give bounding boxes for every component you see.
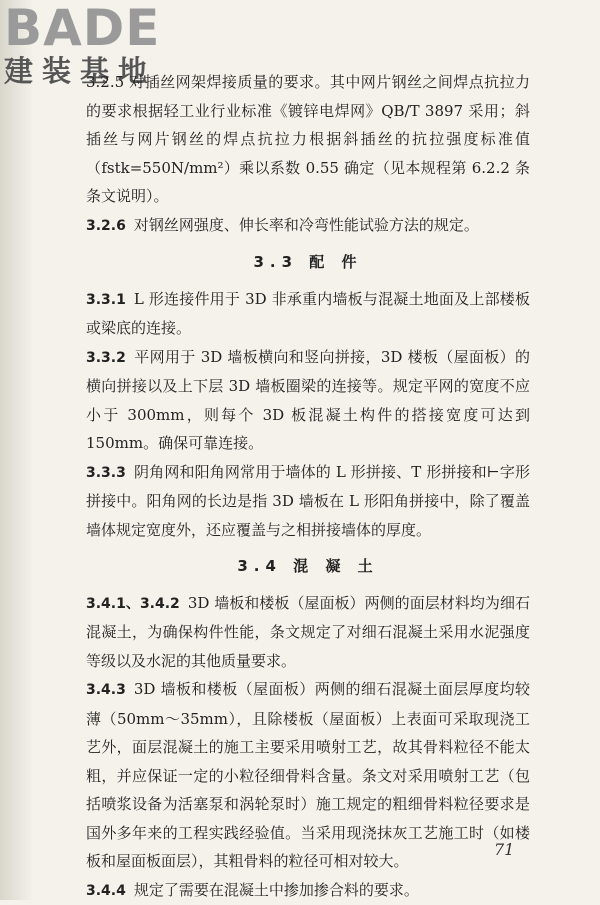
clause-number: 3.2.6	[86, 218, 126, 234]
clause-text: 阴角网和阳角网常用于墙体的 L 形拼接、T 形拼接和⊢字形拼接中。阳角网的长边是指 3D 墙板在 L 形阳角拼接中，除了覆盖墙体规定宽度外，还应覆盖与之相拼接墙体的厚度。	[86, 463, 530, 539]
clause-text: 3D 墙板和楼板（屋面板）两侧的面层材料均为细石混凝土，为确保构件性能，条文规定了对细石混凝土采用水泥强度等级以及水泥的其他质量要求。	[86, 594, 530, 670]
clause-text: 规定了需要在混凝土中掺加掺合料的要求。	[134, 881, 419, 899]
clause-text: 平网用于 3D 墙板横向和竖向拼接，3D 楼板（屋面板）的横向拼接以及上下层 3D 墙板圈梁的连接等。规定平网的宽度不应小于 300mm，则每个 3D 板混凝土构件的搭接宽度可达到 150mm。确保可靠连接。	[86, 348, 530, 453]
paragraph-331	[86, 285, 530, 343]
logo-text-en: BADE	[4, 2, 160, 54]
page-binding-shadow	[0, 0, 34, 900]
clause-number: 3.3.3	[86, 465, 126, 481]
clause-number: 3.3.1	[86, 292, 126, 308]
paragraph-343	[86, 675, 530, 876]
section-heading-3-4: 3.4 混 凝 土	[86, 552, 530, 581]
paragraph-333	[86, 458, 530, 545]
section-heading-3-3: 3.3 配 件	[86, 248, 530, 277]
clause-text: L 形连接件用于 3D 非承重内墙板与混凝土地面及上部楼板或梁底的连接。	[86, 290, 530, 338]
paragraph-344	[86, 876, 530, 905]
paragraph-325: 3.2.5 对插丝网架焊接质量的要求。其中网片钢丝之间焊点抗拉力的要求根据轻工业行业标准《镀锌电焊网》QB/T 3897 采用；斜插丝与网片钢丝的焊点抗拉力根据斜插丝的抗拉强度标准值（fstk=550N/mm²）乘以系数 0.55 确定（见本规程第 6.2.2 条条文说明）。	[86, 68, 530, 211]
clause-text: 3D 墙板和楼板（屋面板）两侧的细石混凝土面层厚度均较薄（50mm～35mm），且除楼板（屋面板）上表面可采取现浇工艺外，面层混凝土的施工主要采用喷射工艺，故其骨料粒径不能太粗，并应保证一定的小粒径细骨料含量。条文对采用喷射工艺（包括喷浆设备为活塞泵和涡轮泵时）施工规定的粗细骨料粒径要求是国外多年来的工程实践经验值。当采用现浇抹灰工艺施工时（如楼板和屋面板面层），其粗骨料的粒径可相对较大。	[86, 680, 530, 870]
page-number: 71	[494, 840, 514, 859]
logo-text-cn: 建装基地	[4, 54, 160, 88]
clause-number: 3.4.1、3.4.2	[86, 596, 180, 612]
clause-text: 对钢丝网强度、伸长率和冷弯性能试验方法的规定。	[134, 216, 479, 234]
paragraph-326	[86, 211, 530, 241]
clause-number: 3.3.2	[86, 350, 126, 366]
page-body	[86, 68, 530, 905]
paragraph-332	[86, 343, 530, 458]
paragraph-341	[86, 589, 530, 676]
clause-number: 3.4.4	[86, 883, 126, 899]
clause-number: 3.4.3	[86, 682, 126, 698]
